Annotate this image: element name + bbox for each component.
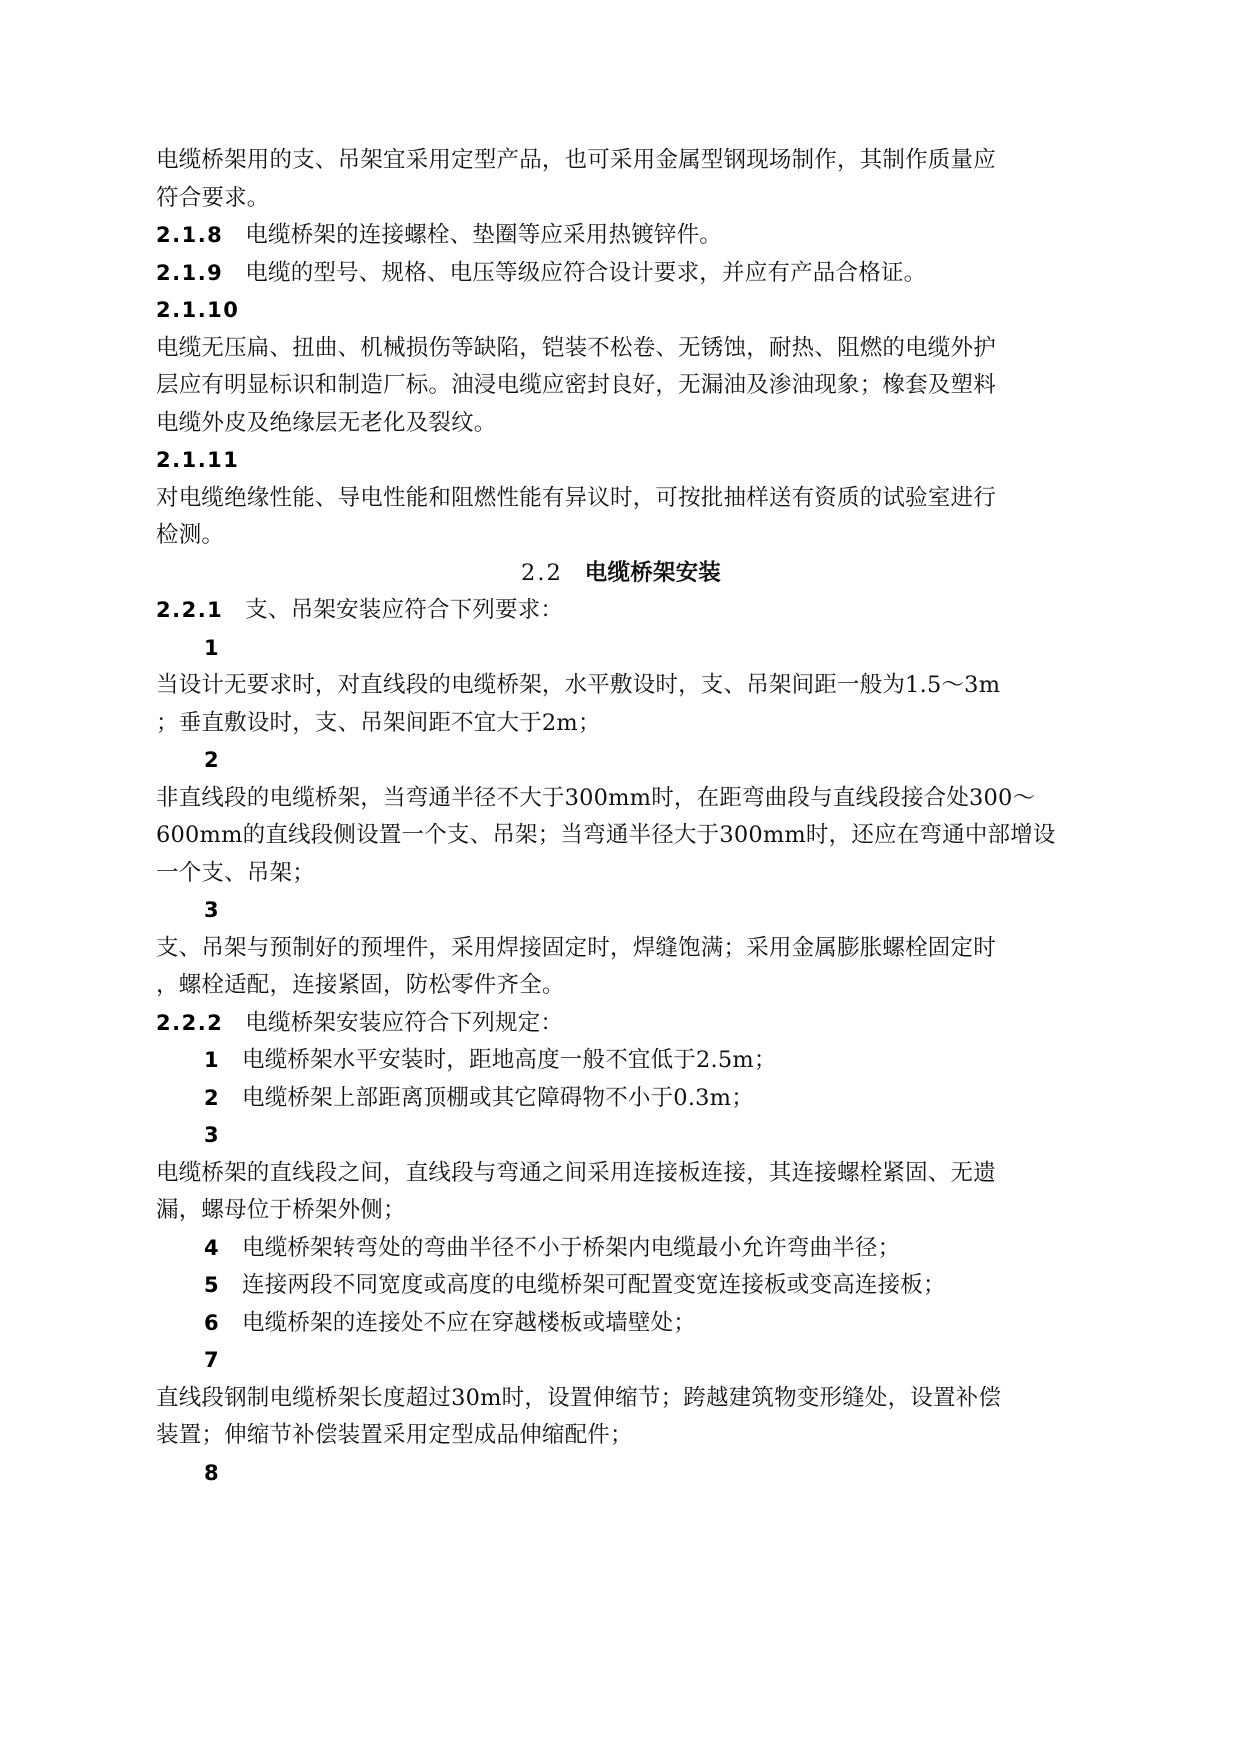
list-item [156,1305,1086,1343]
item-number: 2 [204,748,221,772]
list-item [156,630,1086,668]
clause-text: 电缆桥架安装应符合下列规定： [245,1009,564,1036]
paragraph-line: 电缆无压扁、扭曲、机械损伤等缺陷，铠装不松卷、无锈蚀，耐热、阻燃的电缆外护 [156,334,996,361]
section-heading [156,555,1086,593]
paragraph-line: ，螺栓适配，连接紧固，防松零件齐全。 [156,972,565,998]
clause-number: 2.2.2 [156,1010,224,1035]
list-item [156,1342,1086,1380]
item-text: 电缆桥架的连接处不应在穿越楼板或墙壁处； [242,1309,697,1336]
list-item [156,1080,1086,1118]
paragraph-line: 支、吊架与预制好的预埋件，采用焊接固定时，焊缝饱满；采用金属膨胀螺栓固定时 [156,934,996,961]
clause-line [156,592,1086,630]
paragraph-line: 非直线段的电缆桥架，当弯通半径不大于300mm时，在距弯曲段与直线段接合处300～ [156,784,1036,811]
clause-text: 支、吊架安装应符合下列要求： [245,597,564,623]
item-number: 2 [204,1085,221,1110]
list-item [156,1455,1086,1493]
clause-number: 2.1.8 [156,223,224,247]
list-item [156,1267,1086,1305]
paragraph-line: 600mm的直线段侧设置一个支、吊架；当弯通半径大于300mm时，还应在弯通中部增设 [156,822,1056,848]
paragraph-line: 符合要求。 [156,184,270,211]
paragraph-line: 层应有明显标识和制造厂标。油浸电缆应密封良好，无漏油及渗油现象；橡套及塑料 [156,372,996,398]
clause-number: 2.2.1 [156,598,224,622]
clause-line [156,442,1086,480]
item-number: 7 [204,1348,221,1372]
list-item [156,742,1086,780]
item-number: 6 [204,1310,221,1335]
item-text: 电缆桥架转弯处的弯曲半径不小于桥架内电缆最小允许弯曲半径； [242,1234,901,1261]
list-item [156,1042,1086,1080]
clause-line [156,217,1086,255]
clause-line [156,255,1086,293]
item-number: 8 [204,1460,221,1485]
paragraph-line: 电缆桥架的直线段之间，直线段与弯通之间采用连接板连接，其连接螺栓紧固、无遗 [156,1159,996,1186]
item-text: 电缆桥架上部距离顶棚或其它障碍物不小于0.3m； [242,1084,754,1111]
paragraph-line: 装置；伸缩节补偿装置采用定型成品伸缩配件； [156,1422,633,1448]
clause-number: 2.1.9 [156,260,224,285]
clause-text: 电缆桥架的连接螺栓、垫圈等应采用热镀锌件。 [245,222,722,248]
paragraph-line: 电缆桥架用的支、吊架宜采用定型产品，也可采用金属型钢现场制作，其制作质量应 [156,147,996,173]
paragraph-line: 一个支、吊架； [156,859,315,886]
document-body [156,142,1086,1492]
clause-line [156,1005,1086,1043]
clause-line [156,292,1086,330]
paragraph-line: 电缆外皮及绝缘层无老化及裂纹。 [156,409,497,436]
item-number: 3 [204,898,221,922]
paragraph-line: 检测。 [156,522,225,548]
section-title: 电缆桥架安装 [584,559,721,586]
item-number: 5 [204,1273,221,1297]
clause-number: 2.1.10 [156,298,240,322]
clause-text: 电缆的型号、规格、电压等级应符合设计要求，并应有产品合格证。 [245,259,927,286]
item-number: 3 [204,1123,221,1147]
paragraph-line: ；垂直敷设时，支、吊架间距不宜大于2m； [156,709,601,736]
paragraph-line: 对电缆绝缘性能、导电性能和阻燃性能有异议时，可按批抽样送有资质的试验室进行 [156,484,996,511]
section-number: 2.2 [521,559,563,586]
item-text: 电缆桥架水平安装时，距地高度一般不宜低于2.5m； [242,1047,777,1073]
list-item [156,1117,1086,1155]
item-number: 1 [204,635,221,660]
item-text: 连接两段不同宽度或高度的电缆桥架可配置变宽连接板或变高连接板； [242,1272,946,1298]
list-item [156,1230,1086,1268]
paragraph-line: 当设计无要求时，对直线段的电缆桥架，水平敷设时，支、吊架间距一般为1.5～3m [156,672,1001,698]
paragraph-line: 直线段钢制电缆桥架长度超过30m时，设置伸缩节；跨越建筑物变形缝处，设置补偿 [156,1384,1002,1411]
item-number: 1 [204,1048,221,1072]
item-number: 4 [204,1235,221,1260]
paragraph-line: 漏，螺母位于桥架外侧； [156,1197,406,1223]
list-item [156,892,1086,930]
clause-number: 2.1.11 [156,448,240,472]
